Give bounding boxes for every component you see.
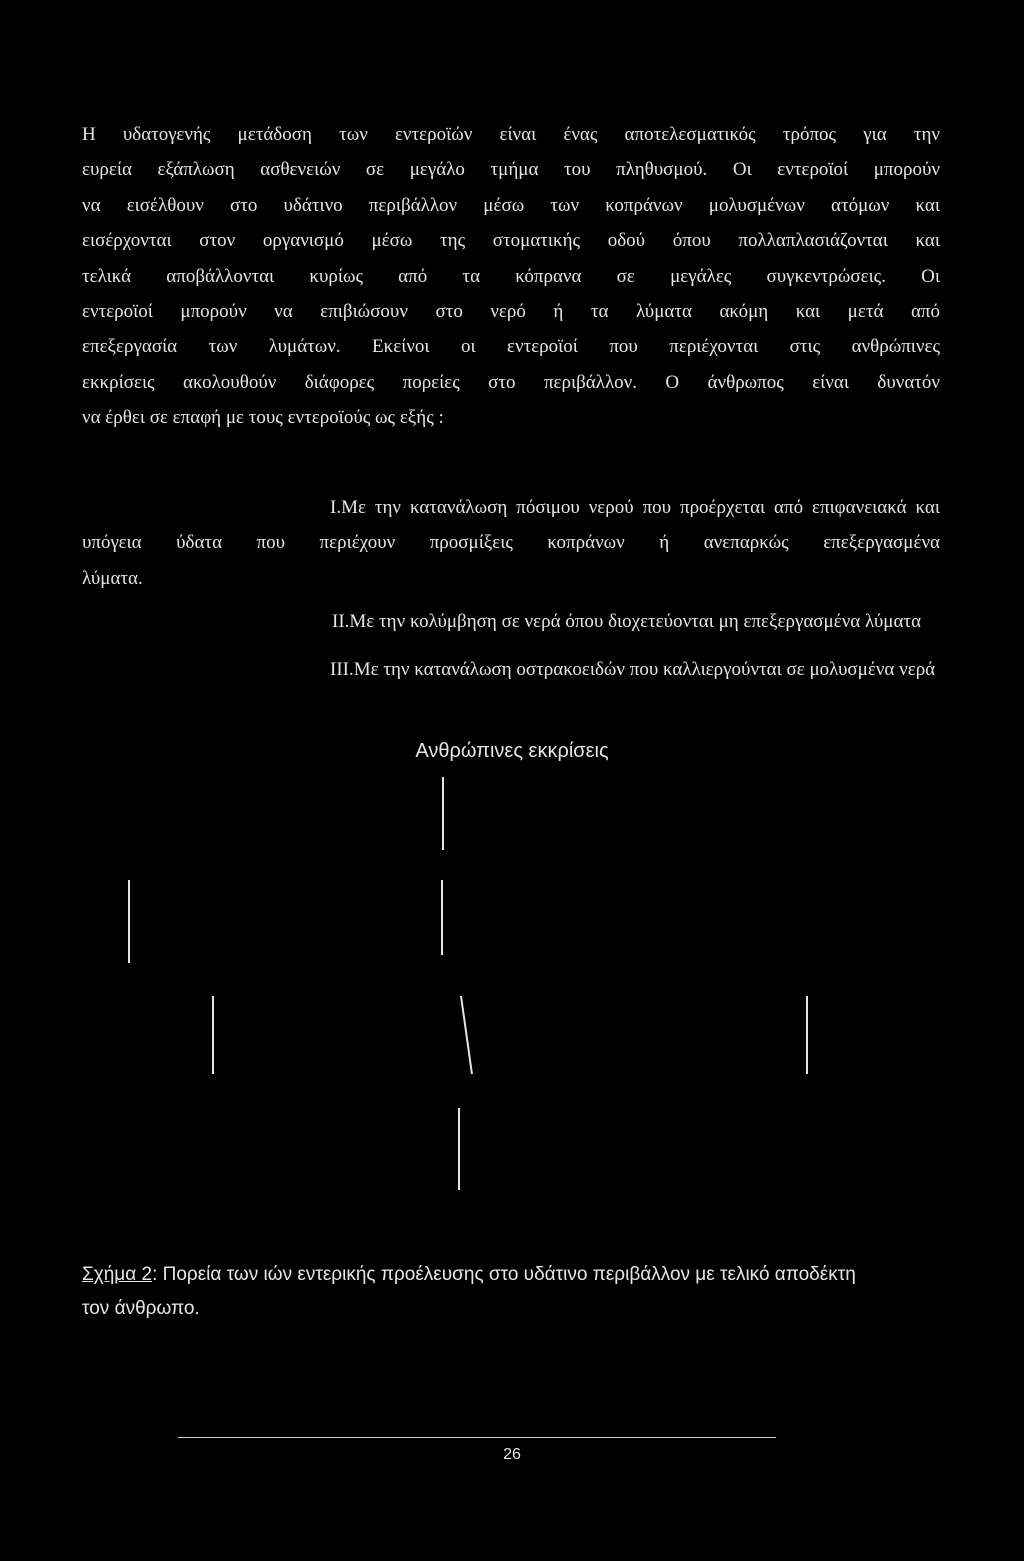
- connector-line: [806, 996, 808, 1074]
- text-line: εκκρίσεις ακολουθούν διάφορες πορείες στο περιβάλλον. Ο άνθρωπος είναι δυνατόν: [82, 371, 940, 393]
- diagram-title: Ανθρώπινες εκκρίσεις: [415, 740, 609, 762]
- text-line: λύματα.: [82, 567, 143, 589]
- text-line: ευρεία εξάπλωση ασθενειών σε μεγάλο τμήμα του πληθυσμού. Οι εντεροϊοί μπορούν: [82, 159, 940, 181]
- text-line: υπόγεια ύδατα που περιέχουν προσμίξεις κοπράνων ή ανεπαρκώς επεξεργασμένα: [82, 532, 940, 554]
- list-item-1: [82, 490, 940, 596]
- list-item-2: II.Με την κολύμβηση σε νερά όπου διοχετεύονται μη επεξεργασμένα λύματα: [332, 611, 922, 632]
- text-line: να εισέλθουν στο υδάτινο περιβάλλον μέσω των κοπράνων μολυσμένων ατόμων και: [82, 194, 940, 216]
- intro-paragraph: [82, 117, 940, 436]
- caption-label: Σχήμα 2: [82, 1264, 153, 1285]
- text-line: επεξεργασία των λυμάτων. Εκείνοι οι εντεροϊοί που περιέχονται στις ανθρώπινες: [82, 336, 940, 358]
- connector-line: [128, 880, 130, 963]
- connector-line: [441, 880, 443, 955]
- connector-line: [460, 996, 473, 1074]
- caption-text: : Πορεία των ιών εντερικής προέλευσης στο υδάτινο περιβάλλον με τελικό αποδέκτη τον άνθρωπο.: [82, 1264, 856, 1319]
- text-line: να έρθει σε επαφή με τους εντεροϊούς ως εξής :: [82, 407, 444, 429]
- connector-line: [212, 996, 214, 1074]
- text-line: I.Με την κατανάλωση πόσιμου νερού που προέρχεται από επιφανειακά και: [330, 497, 940, 518]
- text-line: εισέρχονται στον οργανισμό μέσω της στοματικής οδού όπου πολλαπλασιάζονται και: [82, 230, 940, 252]
- text-line: τελικά αποβάλλονται κυρίως από τα κόπρανα σε μεγάλες συγκεντρώσεις. Οι: [82, 265, 940, 287]
- connector-line: [442, 777, 444, 850]
- connector-line: [458, 1108, 460, 1190]
- list-item-3: III.Με την κατανάλωση οστρακοειδών που καλλιεργούνται σε μολυσμένα νερά: [330, 659, 936, 680]
- text-line: Η υδατογενής μετάδοση των εντεροϊών είναι ένας αποτελεσματικός τρόπος για την: [82, 124, 940, 145]
- figure-caption: [82, 1258, 882, 1326]
- footer-rule: [178, 1437, 776, 1438]
- text-line: εντεροϊοί μπορούν να επιβιώσουν στο νερό ή τα λύματα ακόμη και μετά από: [82, 301, 940, 323]
- page-number: 26: [503, 1446, 521, 1463]
